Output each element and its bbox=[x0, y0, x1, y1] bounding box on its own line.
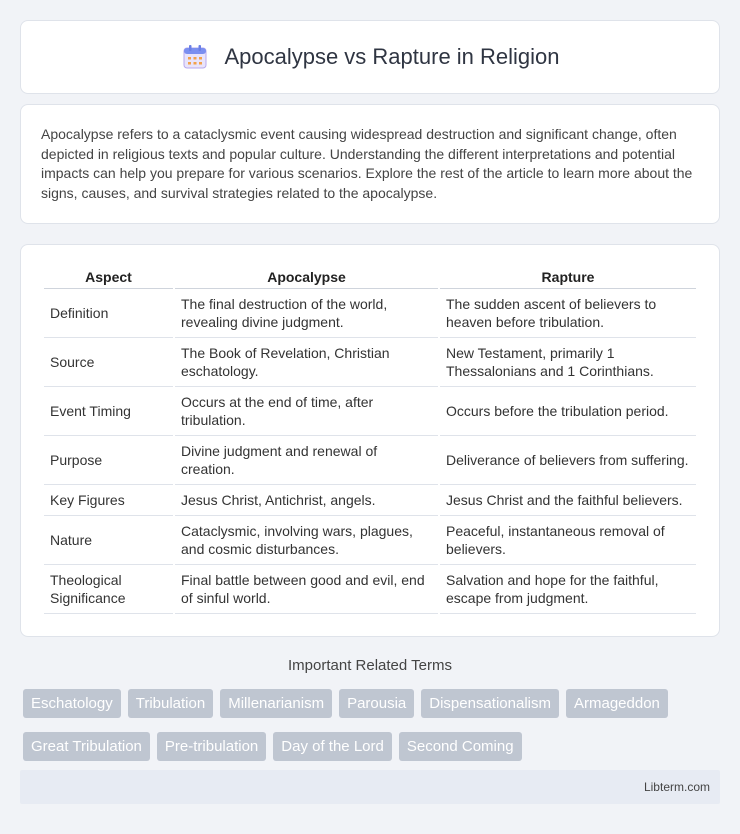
comparison-card bbox=[20, 244, 720, 637]
apocalypse-cell: Divine judgment and renewal of creation. bbox=[175, 436, 438, 485]
intro-text: Apocalypse refers to a cataclysmic event causing widespread destruction and significant change, often depicted in religious texts and popular culture. Understanding the different interpretations and potential impacts can help you prepare for various scenarios. Explore the rest of the article to learn more about the signs, causes, and survival strategies related to the apocalypse. bbox=[41, 126, 693, 201]
tag-eschatology[interactable]: Eschatology bbox=[23, 689, 121, 718]
comparison-table bbox=[42, 265, 698, 614]
table-row bbox=[44, 565, 696, 614]
tag-second-coming[interactable]: Second Coming bbox=[399, 732, 522, 761]
aspect-cell: Event Timing bbox=[44, 387, 173, 436]
table-row bbox=[44, 485, 696, 516]
aspect-cell: Nature bbox=[44, 516, 173, 565]
aspect-cell: Theological Significance bbox=[44, 565, 173, 614]
rapture-cell: Occurs before the tribulation period. bbox=[440, 387, 696, 436]
tag-armageddon[interactable]: Armageddon bbox=[566, 689, 668, 718]
tag-dispensationalism[interactable]: Dispensationalism bbox=[421, 689, 559, 718]
rapture-cell: New Testament, primarily 1 Thessalonians and 1 Corinthians. bbox=[440, 338, 696, 387]
table-row bbox=[44, 436, 696, 485]
apocalypse-cell: Jesus Christ, Antichrist, angels. bbox=[175, 485, 438, 516]
tag-pre-tribulation[interactable]: Pre-tribulation bbox=[157, 732, 266, 761]
rapture-cell: Deliverance of believers from suffering. bbox=[440, 436, 696, 485]
page-title: Apocalypse vs Rapture in Religion bbox=[224, 44, 560, 69]
apocalypse-cell: Occurs at the end of time, after tribulation. bbox=[175, 387, 438, 436]
tag-tribulation[interactable]: Tribulation bbox=[128, 689, 213, 718]
aspect-cell: Purpose bbox=[44, 436, 173, 485]
tag-day-of-the-lord[interactable]: Day of the Lord bbox=[273, 732, 392, 761]
table-row bbox=[44, 289, 696, 338]
table-row bbox=[44, 516, 696, 565]
footer-site-link[interactable]: Libterm.com bbox=[643, 780, 710, 794]
table-row bbox=[44, 387, 696, 436]
rapture-cell: Peaceful, instantaneous removal of believers. bbox=[440, 516, 696, 565]
tag-great-tribulation[interactable]: Great Tribulation bbox=[23, 732, 150, 761]
apocalypse-cell: The final destruction of the world, revealing divine judgment. bbox=[175, 289, 438, 338]
apocalypse-cell: Final battle between good and evil, end of sinful world. bbox=[175, 565, 438, 614]
aspect-cell: Key Figures bbox=[44, 485, 173, 516]
header-rapture: Rapture bbox=[440, 265, 696, 289]
header-title-wrap bbox=[180, 42, 559, 72]
header-aspect: Aspect bbox=[44, 265, 173, 289]
tag-millenarianism[interactable]: Millenarianism bbox=[220, 689, 332, 718]
table-row bbox=[44, 338, 696, 387]
intro-card bbox=[20, 104, 720, 224]
footer bbox=[20, 770, 720, 804]
table-header-row bbox=[44, 265, 696, 289]
calendar-icon bbox=[180, 42, 210, 72]
related-terms-tags bbox=[23, 689, 723, 761]
apocalypse-cell: The Book of Revelation, Christian eschatology. bbox=[175, 338, 438, 387]
header-apocalypse: Apocalypse bbox=[175, 265, 438, 289]
aspect-cell: Source bbox=[44, 338, 173, 387]
apocalypse-cell: Cataclysmic, involving wars, plagues, and cosmic disturbances. bbox=[175, 516, 438, 565]
tag-parousia[interactable]: Parousia bbox=[339, 689, 414, 718]
header-card bbox=[20, 20, 720, 94]
aspect-cell: Definition bbox=[44, 289, 173, 338]
rapture-cell: Salvation and hope for the faithful, escape from judgment. bbox=[440, 565, 696, 614]
related-terms-title: Important Related Terms bbox=[288, 657, 452, 674]
rapture-cell: Jesus Christ and the faithful believers. bbox=[440, 485, 696, 516]
rapture-cell: The sudden ascent of believers to heaven before tribulation. bbox=[440, 289, 696, 338]
